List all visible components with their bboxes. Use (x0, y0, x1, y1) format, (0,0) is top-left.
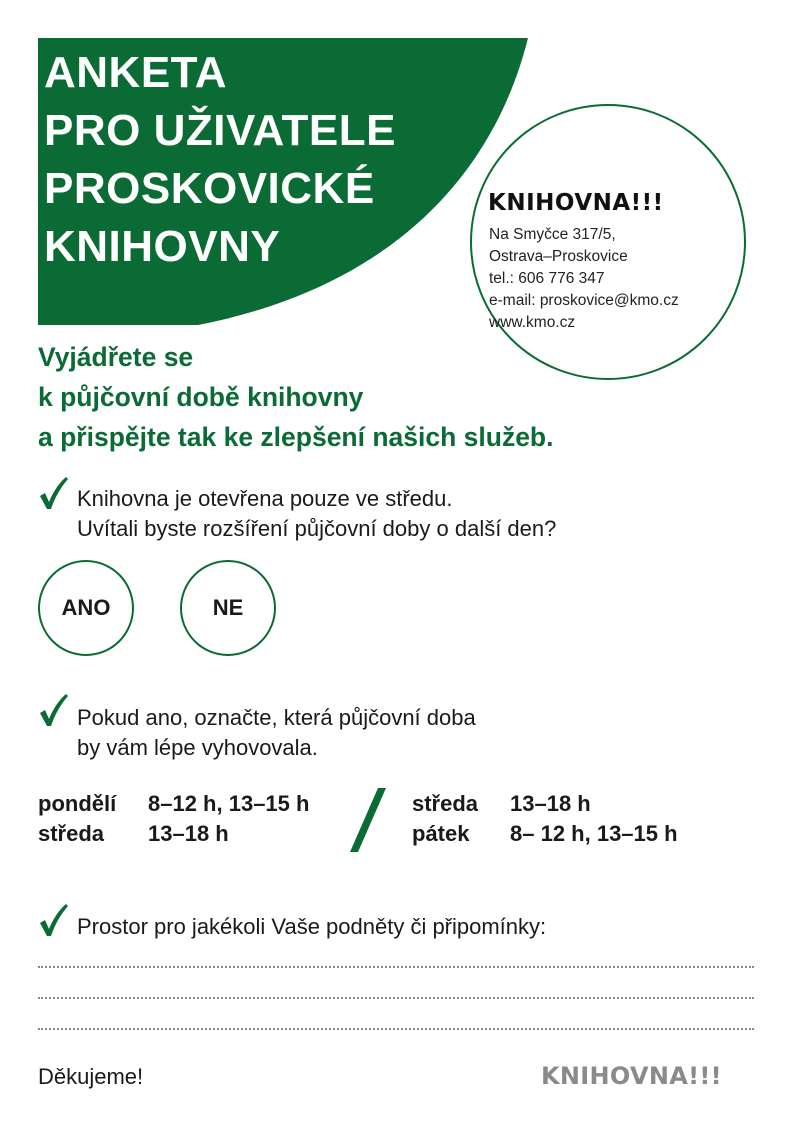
option-ne[interactable] (180, 560, 276, 656)
address-line-1: Na Smyčce 317/5, (489, 226, 616, 243)
title-line-3: PROSKOVICKÉ (44, 164, 375, 213)
web-link[interactable]: www.kmo.cz (489, 314, 576, 331)
checkmark-icon (38, 903, 68, 937)
thanks-text: Děkujeme! (38, 1064, 144, 1089)
schedule-hours: 13–18 h (510, 791, 591, 816)
schedule-row (38, 819, 309, 849)
lead-line-1: Vyjádřete se (38, 342, 194, 372)
title-line-2: PRO UŽIVATELE (44, 106, 396, 155)
question-3-line-1: Prostor pro jakékoli Vaše podněty či připomínky: (77, 914, 547, 939)
schedule-row (38, 789, 309, 819)
option-ano-label: ANO (61, 595, 111, 620)
email-link[interactable]: e-mail: proskovice@kmo.cz (489, 292, 679, 309)
schedule-hours: 13–18 h (148, 821, 229, 846)
schedule-option-right[interactable] (412, 789, 678, 849)
lead-text (38, 337, 553, 457)
page-title (44, 44, 396, 276)
question-2-line-1: Pokud ano, označte, která půjčovní doba (77, 705, 476, 730)
schedule-day: středa (38, 821, 105, 846)
comment-line-2[interactable] (38, 997, 754, 999)
phone-text: tel.: 606 776 347 (489, 270, 605, 287)
question-3 (77, 912, 546, 942)
question-2-line-2: by vám lépe vyhovovala. (77, 735, 318, 760)
slash-divider (348, 788, 388, 852)
schedule-day: pátek (412, 821, 470, 846)
option-ano[interactable] (38, 560, 134, 656)
schedule-hours: 8– 12 h, 13–15 h (510, 821, 678, 846)
option-ne-label: NE (212, 595, 244, 620)
library-brand: KNIHOVNA!!! (488, 190, 664, 216)
schedule-row (412, 819, 678, 849)
library-contact (489, 224, 679, 334)
comment-line-3[interactable] (38, 1028, 754, 1030)
title-line-4: KNIHOVNY (44, 222, 281, 271)
lead-line-3: a přispějte tak ke zlepšení našich služeb. (38, 422, 554, 452)
schedule-option-left[interactable] (38, 789, 309, 849)
checkmark-icon (38, 693, 68, 727)
question-1-line-2: Uvítali byste rozšíření půjčovní doby o další den? (77, 516, 557, 541)
address-line-2: Ostrava–Proskovice (489, 248, 628, 265)
checkmark-icon (38, 476, 68, 510)
schedule-day: pondělí (38, 791, 117, 816)
question-2 (77, 703, 476, 763)
comment-line-1[interactable] (38, 966, 754, 968)
question-1 (77, 484, 556, 544)
schedule-day: středa (412, 791, 479, 816)
schedule-hours: 8–12 h, 13–15 h (148, 791, 310, 816)
footer-brand: KNIHOVNA!!! (541, 1062, 722, 1090)
schedule-row (412, 789, 678, 819)
question-1-line-1: Knihovna je otevřena pouze ve středu. (77, 486, 453, 511)
title-line-1: ANKETA (44, 48, 228, 97)
lead-line-2: k půjčovní době knihovny (38, 382, 364, 412)
